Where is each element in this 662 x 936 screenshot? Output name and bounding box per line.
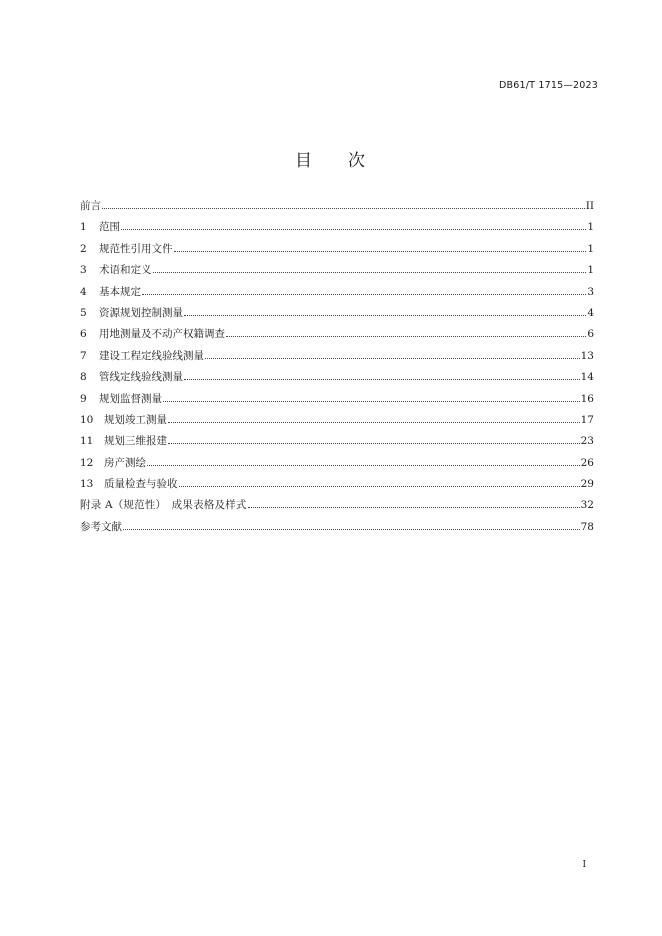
toc-entry-label: 质量检查与验收	[104, 478, 178, 491]
toc-leader-dots	[226, 335, 586, 337]
toc-entry-appendix-a[interactable]	[80, 498, 594, 519]
toc-page-number: 3	[587, 285, 594, 298]
toc-entry-number: 3	[80, 264, 87, 277]
toc-entry-2[interactable]	[80, 242, 594, 263]
toc-entry-11[interactable]	[80, 434, 594, 455]
title-char-2: 次	[348, 151, 367, 171]
toc-leader-dots	[174, 250, 587, 252]
toc-entry-number: 5	[80, 306, 87, 319]
toc-entry-8[interactable]	[80, 370, 594, 391]
toc-page-number: 23	[580, 435, 594, 448]
toc-entry-label: 规划监督测量	[99, 392, 162, 405]
toc-entry-number: 1	[80, 221, 87, 234]
toc-page-number: 1	[587, 221, 594, 234]
toc-entry-number: 11	[80, 435, 94, 448]
toc-entry-label: 基本规定	[99, 285, 141, 298]
toc-leader-dots	[123, 528, 580, 530]
toc-page-number: 6	[587, 328, 594, 341]
toc-leader-dots	[147, 464, 580, 466]
toc-entry-label: 规划三维报建	[104, 435, 167, 448]
toc-leader-dots	[142, 293, 586, 295]
toc-entry-label: 范围	[99, 221, 120, 234]
toc-leader-dots	[102, 207, 585, 209]
toc-entry-preface[interactable]	[80, 199, 594, 220]
toc-entry-12[interactable]	[80, 456, 594, 477]
toc-leader-dots	[168, 421, 580, 423]
page-title	[0, 146, 662, 171]
toc-entry-number: 6	[80, 328, 87, 341]
toc-leader-dots	[153, 271, 587, 273]
toc-entry-number: 8	[80, 371, 87, 384]
toc-page-number: 4	[587, 306, 594, 319]
page-number: I	[582, 860, 586, 870]
toc-page-number: 1	[587, 242, 594, 255]
toc-entry-number: 7	[80, 349, 87, 362]
toc-page-number: 1	[587, 264, 594, 277]
toc-entry-7[interactable]	[80, 349, 594, 370]
toc-entry-label: 规范性引用文件	[99, 242, 173, 255]
toc-entry-9[interactable]	[80, 392, 594, 413]
toc-entry-13[interactable]	[80, 477, 594, 498]
toc-page-number: 26	[580, 456, 594, 469]
toc-entry-number: 4	[80, 285, 87, 298]
toc-leader-dots	[184, 314, 586, 316]
toc-leader-dots	[184, 378, 580, 380]
toc-entry-3[interactable]	[80, 263, 594, 284]
toc-entry-1[interactable]	[80, 220, 594, 241]
toc-page-number: 14	[580, 371, 594, 384]
toc-page-number: 32	[580, 499, 594, 512]
toc-entry-label: 术语和定义	[99, 264, 152, 277]
toc-leader-dots	[205, 357, 580, 359]
toc-leader-dots	[121, 228, 586, 230]
toc-page-number: 13	[580, 349, 594, 362]
toc-entry-label: 建设工程定线验线测量	[99, 349, 204, 362]
toc-leader-dots	[163, 400, 580, 402]
toc-entry-label: 用地测量及不动产权籍调查	[99, 328, 225, 341]
toc-page-number: II	[585, 200, 594, 212]
toc-entry-5[interactable]	[80, 306, 594, 327]
toc-entry-references[interactable]	[80, 520, 594, 541]
toc-entry-label: 规划竣工测量	[104, 413, 167, 426]
toc-entry-4[interactable]	[80, 285, 594, 306]
toc-entry-label: 附录 A（规范性） 成果表格及样式	[80, 499, 247, 512]
toc-leader-dots	[179, 485, 580, 487]
toc-leader-dots	[248, 506, 580, 508]
toc-entry-6[interactable]	[80, 327, 594, 348]
toc-page-number: 29	[580, 478, 594, 491]
title-char-1: 目	[295, 151, 314, 171]
toc-page-number: 78	[580, 520, 594, 533]
toc-page-number: 16	[580, 392, 594, 405]
toc-entry-number: 9	[80, 392, 87, 405]
toc-entry-label: 房产测绘	[104, 456, 146, 469]
toc-entry-number: 10	[80, 413, 94, 426]
document-code: DB61/T 1715—2023	[499, 80, 598, 91]
toc-entry-label: 参考文献	[80, 520, 122, 533]
toc-entry-label: 前言	[80, 200, 101, 212]
toc-entry-number: 2	[80, 242, 87, 255]
toc-leader-dots	[168, 442, 580, 444]
toc-entry-number: 12	[80, 456, 94, 469]
toc-page-number: 17	[580, 413, 594, 426]
toc-entry-label: 管线定线验线测量	[99, 371, 183, 384]
toc-entry-10[interactable]	[80, 413, 594, 434]
toc-entry-number: 13	[80, 478, 94, 491]
toc-entry-label: 资源规划控制测量	[99, 306, 183, 319]
table-of-contents	[80, 199, 594, 541]
